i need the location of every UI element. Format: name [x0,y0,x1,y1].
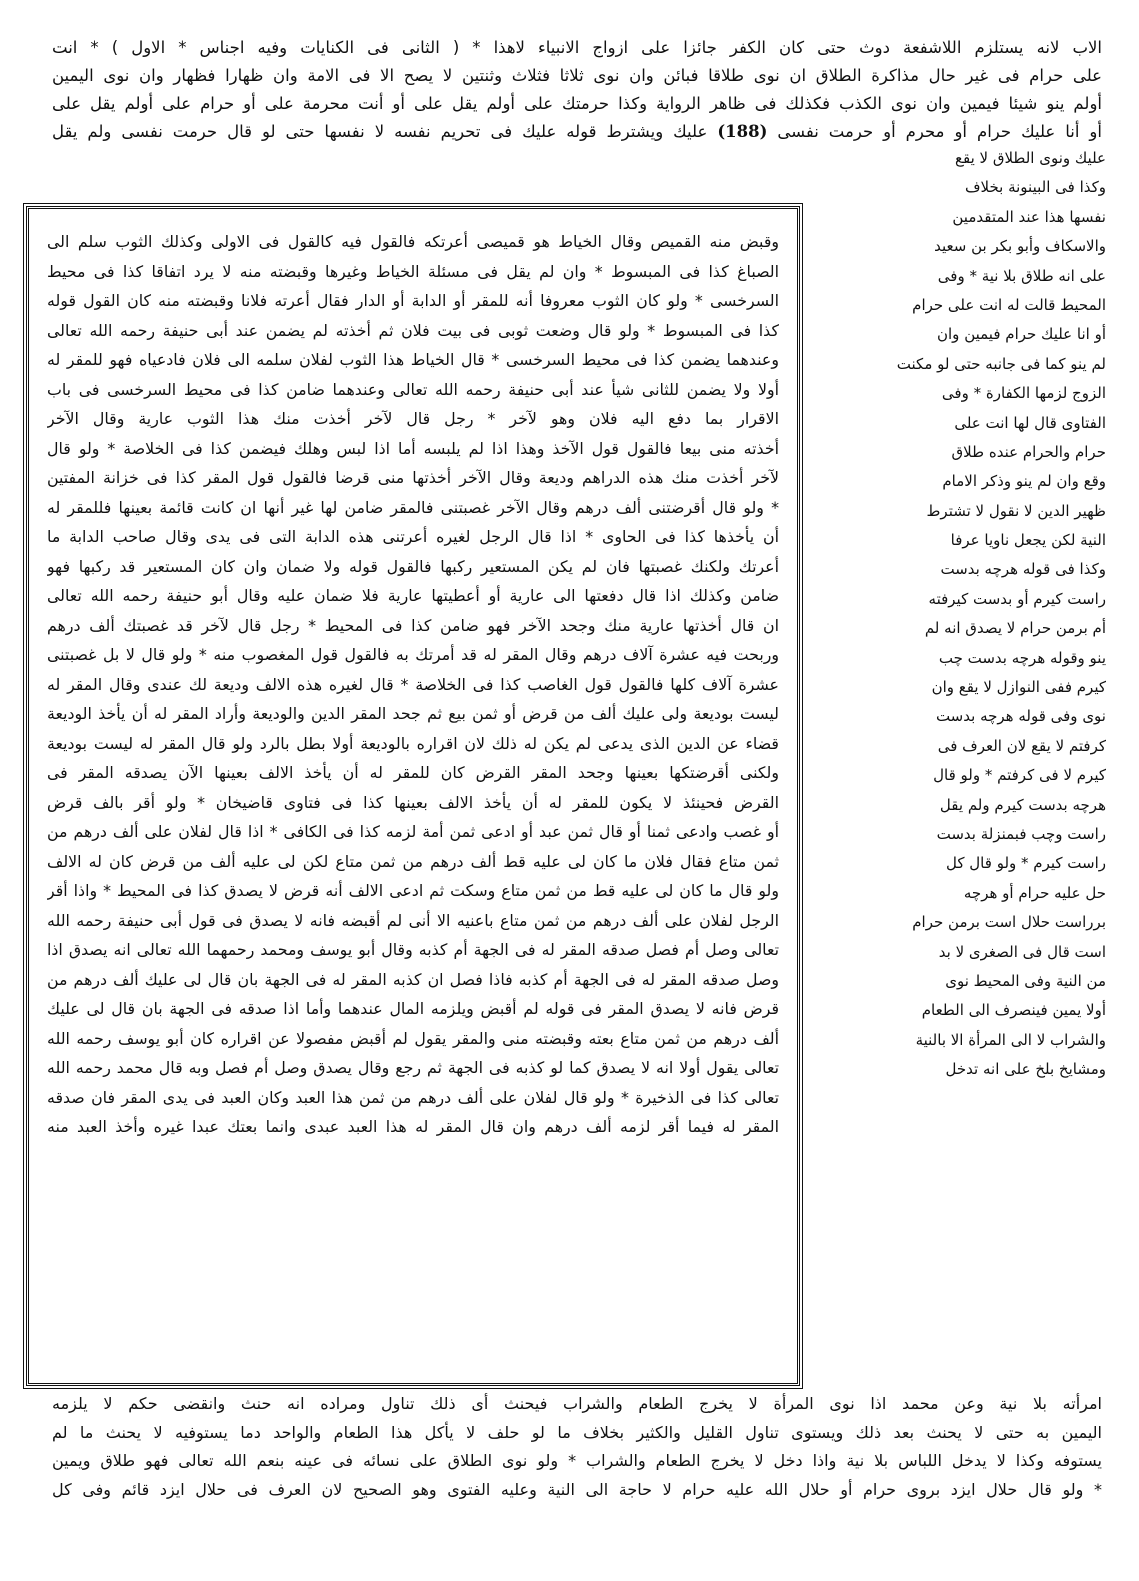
text-line: قضاء عن الدين الذى يدعى لم يكن له ذلك لان اقراره بالوديعة أولا بطل بالرد ولو قال المقر له ليست بوديعة [47,733,779,753]
text-line: تعالى يقول أولا انه لا يصدق كما لو كذبه فى الجهة ثم رجع وقال يصدق وصل أم فصل وبه قال محمد رحمه الله [47,1058,779,1077]
text-line: السرخسى * ولو كان الثوب معروفا أنه للمقر أو الدابة أو الدار فقال أعرته فلانا وقبضته منه كان القول قوله [47,291,779,310]
text-line [47,1260,779,1290]
text-line: ألف درهم من ثمن متاع بعته وقبضته منى والمقر يقول لم أقبض مفصولا عن اقراره كان أبو يوسف رحمه الله [47,1028,779,1048]
margin-commentary-column [806,144,1106,1085]
margin-line: است قال فى الصغرى لا بد [938,942,1106,961]
text-line: ان قال أخذتها عارية منك وجحد الآخر فهو ضامن كذا فى المحيط * رجل قال لآخر قد غصبتك ألف درهم [47,615,779,635]
margin-line: ظهير الدين لا نقول لا تشترط [926,501,1106,520]
margin-line: من النية وفى المحيط نوى [945,971,1106,990]
margin-line: الزوج لزمها الكفارة * وفى [941,384,1106,403]
text-line: كذا فى المبسوط * ولو قال وضعت ثوبى فى بيت فلان ثم أخذته لم يضمن عند أبى حنيفة رحمه الله تعالى [47,320,779,340]
text-line: ثمن متاع فقال فلان ما كان لى عليه قط ألف درهم من ثمن متاع لكن لى عليه ألف من قرض كان له الالف [47,851,779,871]
text-line: ضامن وكذلك اذا قال دفعتها الى عارية أو أعطيتها عارية فلا ضمان عليه وقال أبو حنيفة رحمه الله تعالى [47,586,779,605]
margin-line: نوى وفى قوله هرچه بدست [935,707,1106,726]
text-line: أولم ينو شيئا فيمين وان نوى الكذب فكذلك فى ظاهر الرواية وكذا حرمتك على أولم يقل على أو أنت محرمة على أو حرام على أولم يقل على [52,94,1102,113]
bottom-text-block [52,1390,1102,1504]
text-line: ليست بوديعة ولى عليك ألف من قرض أو ثمن بيع ثم جحد المقر الدين والوديعة وأراد المقر له أن يأخذ الوديعة [47,704,779,723]
text-line: وربحت فيه عشرة آلاف درهم وقال المقر له قد أمرتك به فالقول قول المغصوب منه * ولو قال لا بل غصبتنى [47,645,779,664]
margin-line: المحيط قالت له انت على حرام [912,295,1106,314]
margin-line: لم ينو كما فى جانبه حتى لو مكنت [896,354,1106,373]
margin-line: وكذا فى البينونة بخلاف [964,178,1106,197]
margin-line: وكذا فى قوله هرچه بدست [940,560,1106,579]
margin-line: حل عليه حرام أو هرچه [963,883,1106,902]
text-line: وعندهما يضمن كذا فى محيط السرخسى * قال الخياط هذا الثوب لفلان سلمه الى فلان فادعياه فهو للمقر له [47,350,779,369]
text-line: على حرام فى غير حال مذاكرة الطلاق ان نوى طلاقا فبائن وان نوى ثلاثا فثلاث وثنتين لا يصح الا فى الامة وان ظهارا فظهار وان نوى اليمين [52,66,1102,85]
text-line: القرض فحينئذ لا يكون للمقر له أن يأخذ الالف بعينها كذا فى فتاوى قاضيخان * ولو أقر بالف قرض [47,792,779,812]
margin-line: كيرم ففى النوازل لا يقع وان [931,678,1106,697]
text-line: أولا ولا يضمن للثانى شيأ عند أبى حنيفة رحمه الله تعالى وعندهما ضامن كذا فى محيط السرخسى فى باب [47,379,779,399]
top-text-block [52,34,1102,146]
text-line [47,1348,779,1378]
text-line [47,1171,779,1201]
text-line: ولكنى أقرضتكها بعينها وجحد المقر القرض كان للمقر له أن يأخذ الالف بعينها الآن يصدقه المقر فى [47,763,779,782]
text-line: أن يأخذها كذا فى الحاوى * اذا قال الرجل لغيره أعرتنى هذه الدابة التى فى يدى وقال صاحب الدابة ما [47,527,779,546]
margin-line: الفتاوى قال لها انت على [954,413,1106,432]
text-line [47,1230,779,1260]
text-line: المقر له فيما أقر لزمه ألف درهم وان قال المقر له هذا العبد عبدى وانما بعتك عبدا غيره وأخذ العبد منه [47,1117,779,1136]
text-line: وقبض منه القميص وقال الخياط هو قميصى أعرتكه فالقول فيه كالقول فى الاولى وكذلك الثوب سلم الى [47,232,779,251]
text-line: * ولو قال أقرضتنى ألف درهم وقال الآخر غصبتنى فالمقر ضامن لها غير أنها ان كانت قائمة بعينها فللمقر له [47,497,779,517]
text-line: قرض فانه لا يصدق المقر فى قوله لم أقبض ويلزمه المال عندهما وأما اذا صدقه فى الجهة بان قال لى عليك [47,999,779,1018]
text-segment: عليك ويشترط قوله عليك فى تحريم نفسه لا نفسها حتى لو قال حرمت نفسى ولم يقل [52,122,708,141]
text-line-with-page-number [52,118,1102,146]
framed-text-body [47,227,779,1378]
margin-line: نفسها هذا عند المتقدمين [952,207,1106,226]
margin-line: على انه طلاق بلا نية * وفى [937,266,1106,285]
margin-line: عليك ونوى الطلاق لا يقع [955,149,1106,167]
text-line [47,1289,779,1319]
text-line: وصل صدقه المقر له فى الجهة أم كذبه فاذا فصل ان كذبه المقر له فى الجهة بان قال لى عليك ألف درهم من [47,969,779,989]
page-number: (188) [717,122,768,141]
text-line: لآخر أخذت منك هذه الدراهم وديعة وقال الآخر أخذتها منى قرضا فالقول قول المقر كذا فى خزانة المفتين [47,468,779,487]
text-line: ولو قال ما كان لى عليه قط من ثمن متاع وسكت ثم ادعى الالف أنه قرض لا يصدق كذا فى المحيط * واذا أقر [47,881,779,900]
text-line: تعالى كذا فى الذخيرة * ولو قال لفلان على ألف درهم من ثمن هذا العبد وكان العبد فى يدى المقر فان صدقه [47,1087,779,1107]
framed-main-text [26,206,800,1386]
margin-line: حرام والحرام عنده طلاق [951,442,1106,461]
text-line: تعالى وصل أم فصل صدقه المقر له فى الجهة أم كذبه وقال أبو يوسف ومحمد رحمهما الله تعالى انه يصدق اذا [47,940,779,959]
text-line: الرجل لفلان على ألف درهم من ثمن متاع باعنيه الا أنى لم أقبضه فانه لا يصدق فى قول أبى حنيفة رحمه الله [47,910,779,930]
text-line [47,1319,779,1349]
margin-line: وقع وان لم ينو وذكر الامام [942,472,1106,491]
text-line: اليمين به حتى لا يحنث بعد ذلك ويستوى تناول القليل والكثير بخلاف ما لو حلف لا يأكل هذا الطعام والواحد دما يستوفيه لا يحنث ما لم [52,1422,1102,1442]
text-line: أخذته منى بيعا فالقول قول الآخذ وهذا اذا لم يلبسه أما اذا لبس وهلك فيضمن كذا فى الخلاصة * ولو قال [47,438,779,458]
text-line: امرأته بلا نية وعن محمد اذا نوى المرأة لا يخرج الطعام والشراب فيحنث أى ذلك تناول ومراده انه حنث وانقضى حكم لا يلزمه [52,1394,1102,1413]
margin-line: النية لكن يجعل ناويا عرفا [950,531,1106,550]
text-segment: أو أنا عليك حرام أو محرم أو حرمت نفسى [777,122,1102,141]
margin-line: أو انا عليك حرام فيمين وان [937,325,1106,344]
text-line: أعرتك ولكنك غصبتها فان لم يكن المستعير ركبها فالقول قوله ولا ضمان وان كان المستعير قد ركبها فهو [47,556,779,576]
text-line [47,1142,779,1172]
margin-line: برراست حلال است برمن حرام [912,913,1106,932]
text-line: * ولو قال حلال ايزد بروى حرام أو حلال الله عليه حرام لا حاجة الى النية وعليه الفتوى وهو الصحيح لان العرف فى حلال ايزد قائم وفى كل [52,1479,1102,1499]
text-line: الاقرار بما دفع اليه فلان وهو لآخر * رجل قال لآخر أخذت منك هذا الثوب عارية وقال الآخر [47,409,779,428]
margin-line: أم برمن حرام لا يصدق انه لم [924,619,1106,638]
margin-line: هرچه بدست كيرم ولم يقل [939,795,1106,814]
text-line: يستوفه وكذا لا يدخل اللباس بلا نية واذا دخل لا يخرج الطعام والشراب * ولو نوى الطلاق على نسائه فى عينه بنعم الله تعالى فهو طلاق ويمين [52,1451,1102,1470]
margin-line: راست كيرم * ولو قال كل [946,854,1106,873]
margin-line: ومشايخ بلخ على انه تدخل [945,1060,1106,1079]
margin-line: راست كيرم أو بدست كيرفته [928,589,1106,608]
text-line: الاب لانه يستلزم اللاشفعة دوث حتى كان الكفر جائزا على ازواج الانبياء لاهذا * ( الثانى فى الكنايات وفيه اجناس * الاول ) * انت [52,38,1102,57]
text-line: عشرة آلاف كلها فالقول قول الغاصب كذا فى الخلاصة * قال لغيره هذه الالف وديعة لك عندى وقال المقر له [47,674,779,694]
margin-line: والاسكاف وأبو بكر بن سعيد [934,237,1106,256]
margin-line: راست وچب فبمنزلة بدست [936,824,1106,843]
margin-line: أولا يمين فينصرف الى الطعام [921,1001,1106,1020]
text-line: أو غصب وادعى ثمنا أو قال ثمن عبد أو ادعى ثمن أمة لزمه كذا فى الكافى * اذا قال لفلان على ألف درهم من [47,822,779,841]
text-line: الصباغ كذا فى المبسوط * وان لم يقل فى مسئلة الخياط وغيرها وقبضته منه لا يرد اتفاقا كذا فى محيط [47,261,779,281]
margin-line: والشراب لا الى المرأة الا بالنية [915,1030,1106,1049]
text-line [47,1201,779,1231]
margin-line: كيرم لا فى كرفتم * ولو قال [933,766,1106,785]
margin-line: ينو وقوله هرچه بدست چب [938,648,1106,667]
margin-line: كرفتم لا يقع لان العرف فى [937,736,1106,755]
